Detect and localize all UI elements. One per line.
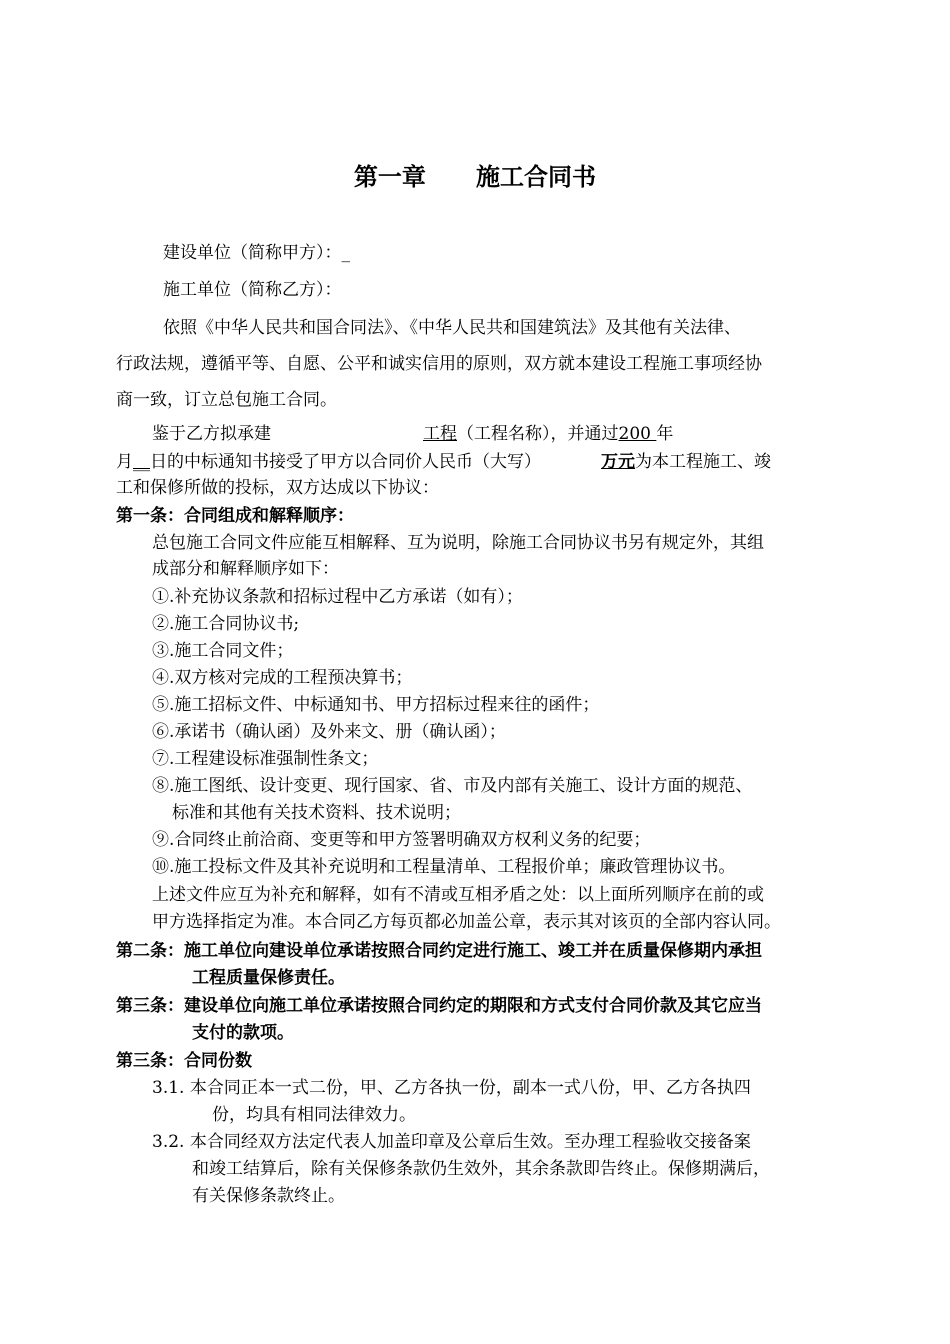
- list-item: ⑦.工程建设标准强制性条文；: [152, 749, 379, 769]
- article1-closing-1: 上述文件应互为补充和解释，如有不清或互相矛盾之处：以上面所列顺序在前的或: [152, 885, 764, 905]
- list-item: 标准和其他有关技术资料、技术说明；: [172, 803, 461, 823]
- article1-lead-1: 总包施工合同文件应能互相解释、互为说明，除施工合同协议书另有规定外，其组: [152, 533, 764, 553]
- list-item: ②.施工合同协议书;: [152, 614, 300, 634]
- project-name-label: 工程: [423, 424, 457, 444]
- list-item: ⑩.施工投标文件及其补充说明和工程量清单、工程报价单；廉政管理协议书。: [152, 857, 736, 877]
- award-month: 月: [116, 452, 133, 472]
- award-text-5: 为本工程施工、竣: [635, 452, 771, 472]
- intro-line-2: 行政法规，遵循平等、自愿、公平和诚实信用的原则，双方就本建设工程施工事项经协: [116, 354, 762, 374]
- award-text-3: 年: [656, 424, 674, 444]
- article2-line-1: 第二条：施工单位向建设单位承诺按照合同约定进行施工、竣工并在质量保修期内承担: [116, 941, 762, 961]
- article1-closing-2: 甲方选择指定为准。本合同乙方每页都必加盖公章，表示其对该页的全部内容认同。: [152, 912, 781, 932]
- page-title: 第一章 施工合同书: [353, 162, 597, 191]
- clause-3-2-line-1: 3.2. 本合同经双方法定代表人加盖印章及公章后生效。至办理工程验收交接备案: [152, 1132, 751, 1152]
- list-item: ⑨.合同终止前洽商、变更等和甲方签署明确双方权利义务的纪要；: [152, 830, 651, 850]
- contractor-line: 施工单位（简称乙方）：: [163, 280, 342, 300]
- owner-line: 建设单位（简称甲方）：_: [163, 243, 350, 263]
- list-item: ⑤.施工招标文件、中标通知书、甲方招标过程来往的函件；: [152, 695, 600, 715]
- list-item: ③.施工合同文件；: [152, 641, 294, 661]
- award-text-2: （工程名称），并通过: [457, 424, 619, 444]
- award-text-4: 日的中标通知书接受了甲方以合同价人民币（大写）: [150, 452, 541, 472]
- award-line-3: 工和保修所做的投标，双方达成以下协议：: [116, 478, 439, 498]
- article1-lead-2: 成部分和解释顺序如下：: [152, 559, 339, 579]
- award-unit: 万元: [601, 452, 635, 472]
- clause-3-1-line-2: 份，均具有相同法律效力。: [212, 1105, 416, 1125]
- award-line-1: [152, 423, 673, 445]
- clause-3-1-line-1: 3.1. 本合同正本一式二份，甲、乙方各执一份，副本一式八份，甲、乙方各执四: [152, 1078, 751, 1098]
- list-item: ⑥.承诺书（确认函）及外来文、册（确认函）；: [152, 722, 506, 742]
- award-day-blank: __: [133, 452, 150, 472]
- article1-heading: 第一条：合同组成和解释顺序：: [116, 506, 354, 526]
- list-item: ⑧.施工图纸、设计变更、现行国家、省、市及内部有关施工、设计方面的规范、: [152, 776, 753, 796]
- award-year: 200: [618, 424, 657, 444]
- intro-line-3: 商一致，订立总包施工合同。: [116, 390, 337, 410]
- intro-line-1: 依照《中华人民共和国合同法》、《中华人民共和国建筑法》及其他有关法律、: [163, 318, 741, 338]
- award-line-2: [116, 451, 771, 473]
- list-item: ①.补充协议条款和招标过程中乙方承诺（如有）；: [152, 587, 523, 607]
- article2-line-2: 工程质量保修责任。: [192, 968, 345, 988]
- article3b-heading: 第三条：合同份数: [116, 1051, 252, 1071]
- clause-3-2-line-2: 和竣工结算后，除有关保修条款仍生效外，其余条款即告终止。保修期满后，: [192, 1159, 770, 1179]
- clause-3-2-line-3: 有关保修条款终止。: [192, 1186, 345, 1206]
- award-text-1: 鉴于乙方拟承建: [152, 424, 271, 444]
- article3-line-2: 支付的款项。: [192, 1023, 294, 1043]
- list-item: ④.双方核对完成的工程预决算书；: [152, 668, 413, 688]
- article3-line-1: 第三条：建设单位向施工单位承诺按照合同约定的期限和方式支付合同价款及其它应当: [116, 996, 762, 1016]
